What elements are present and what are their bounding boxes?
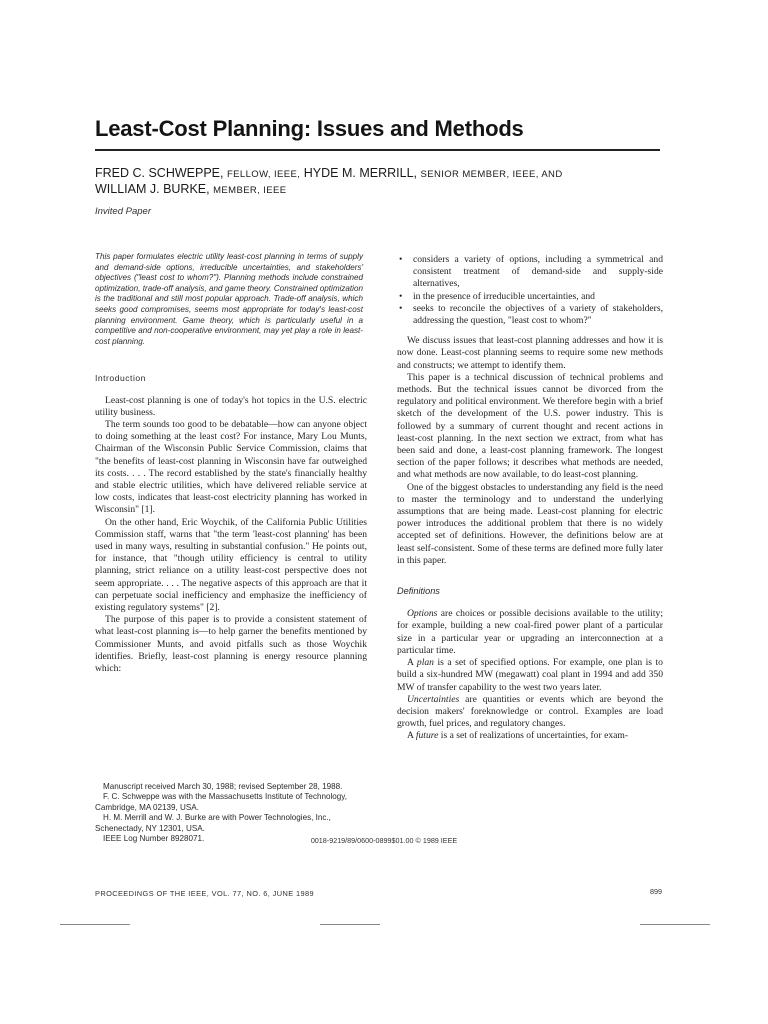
definition-term: Options	[407, 608, 438, 620]
page-number: 899	[650, 887, 662, 896]
scan-artifact-line	[60, 924, 130, 925]
paragraph: We discuss issues that least-cost planning addresses and how it is now done. Least-cost planning seems to require some new methods and constructs; we attempt to identify them.	[397, 335, 663, 371]
right-column	[397, 254, 663, 743]
footnote-line: IEEE Log Number 8928071.	[103, 834, 205, 844]
bullet-list	[397, 254, 663, 327]
scan-artifact-line	[640, 924, 710, 925]
section-heading-introduction: Introduction	[95, 373, 146, 384]
title-rule	[95, 149, 660, 151]
list-item: • seeks to reconcile the objectives of a variety of stakeholders, addressing the question, "least cost to whom?"	[399, 302, 663, 327]
definition-paragraph: Options are choices or possible decisions available to the utility; for example, building a new coal-fired power plant of a particular size in a particular year or upgrading an interconnection at a particular time.	[397, 608, 663, 656]
definition-term: plan	[416, 657, 434, 669]
bullet-icon: •	[399, 290, 403, 302]
definition-paragraph: A plan is a set of specified options. For example, one plan is to build a six-hundred MW (megawatt) coal plant in 1994 and add 350 MW of transfer capability to the west two years later.	[397, 657, 663, 693]
paragraph: The purpose of this paper is to provide a consistent statement of what least-cost planning is—to help garner the benefits mentioned by Commissioner Munts, and avoid pitfalls such as those Woychik identifies. Briefly, least-cost planning is energy resource planning which:	[95, 614, 367, 675]
definition-term: future	[415, 730, 439, 742]
invited-paper-label: Invited Paper	[95, 206, 151, 217]
paragraph: Least-cost planning is one of today's hot topics in the U.S. electric utility business.	[95, 394, 367, 418]
author-grade: SENIOR MEMBER, IEEE, AND	[420, 169, 563, 180]
author-name: HYDE M. MERRILL,	[303, 166, 417, 180]
paragraph: One of the biggest obstacles to understanding any field is the need to master the terminology and to understand the underlying assumptions that are being made. Least-cost planning for electric power introduces the additional problem that there is no widely accepted set of definitions. However, the definitions below are at least self-consistent. Some of these terms are defined more fully later in this paper.	[397, 481, 663, 566]
paper-title: Least-Cost Planning: Issues and Methods	[95, 116, 524, 141]
scan-artifact-line	[320, 924, 380, 925]
author-grade: FELLOW, IEEE,	[226, 169, 301, 180]
author-name: WILLIAM J. BURKE,	[95, 182, 210, 196]
footnote-line: Manuscript received March 30, 1988; revised September 28, 1988.	[103, 782, 343, 791]
running-footer: PROCEEDINGS OF THE IEEE, VOL. 77, NO. 6, JUNE 1989	[95, 889, 315, 898]
definition-term: Uncertainties	[407, 693, 460, 705]
author-grade: MEMBER, IEEE	[213, 185, 287, 196]
list-item: • in the presence of irreducible uncertainties, and	[399, 290, 595, 302]
paragraph: On the other hand, Eric Woychik, of the California Public Utilities Commission staff, warns that "the term 'least-cost planning' has been used in many ways, resulting in substantial confusion." He points out, for instance, that "though utility efficiency is central to utility planning, strict reliance on a utility least-cost perspective does not seem appropriate. . . . The negative aspects of this approach are that it can perpetuate social inefficiency and emphasize the inefficiency of existing regulatory systems" [2].	[95, 516, 367, 613]
footnote-line: F. C. Schweppe was with the Massachusetts Institute of Technology, Cambridge, MA 02139, USA.	[95, 792, 347, 812]
left-column	[95, 252, 367, 675]
abstract	[95, 252, 363, 347]
bullet-icon: •	[399, 302, 403, 314]
abstract-text: This paper formulates electric utility least-cost planning in terms of supply and demand-side options, irreducible uncertainties, and stakeholders' objectives ("least cost to whom?"). Planning methods include constrained optimization, trade-off analysis, and game theory. Constrained optimization is the traditional and still most popular approach. Trade-off analysis, which seeks good compromises, seems most appropriate for today's least-cost planning environment. Game theory, which is particularly useful in a competitive and non-cooperative environment, may yet play a role in least-cost planning.	[95, 252, 363, 346]
definition-paragraph: A future is a set of realizations of uncertainties, for exam-	[407, 730, 629, 742]
footnote-line: H. M. Merrill and W. J. Burke are with Power Technologies, Inc., Schenectady, NY 12301, USA.	[95, 813, 331, 833]
copyright-line: 0018-9219/89/0600-0899$01.00 © 1989 IEEE	[310, 836, 458, 845]
paragraph: This paper is a technical discussion of technical problems and methods. But the technical issues cannot be divorced from the regulatory and political environment. We therefore begin with a brief sketch of the development of the U.S. power industry. This is followed by a summary of current thought and recent actions in least-cost planning. In the next section we extract, from what has been said and done, a least-cost planning framework. The longest section of the paper follows; it describes what methods are needed, and what methods are now available, to do least-cost planning.	[397, 371, 663, 481]
list-item: • considers a variety of options, including a symmetrical and consistent treatment of demand-side and supply-side alternatives,	[399, 254, 663, 290]
subsection-heading-definitions: Definitions	[397, 586, 440, 597]
definition-paragraph: Uncertainties are quantities or events which are beyond the decision makers' foreknowledge or control. Examples are load growth, fuel prices, and regulatory changes.	[397, 693, 663, 730]
author-list	[95, 166, 670, 198]
author-name: FRED C. SCHWEPPE,	[95, 166, 224, 180]
bullet-icon: •	[399, 254, 403, 265]
paragraph: The term sounds too good to be debatable—how can anyone object to doing something at the least cost? For instance, Mary Lou Munts, Chairman of the Wisconsin Public Service Commission, claims that "the benefits of least-cost planning in Wisconsin have far outweighed its costs. . . . The record established by the state's financially healthy and stable electric utilities, which have delivered reliable service at low costs, indicates that least-cost electricity planning has worked in Wisconsin" [1].	[95, 418, 367, 516]
